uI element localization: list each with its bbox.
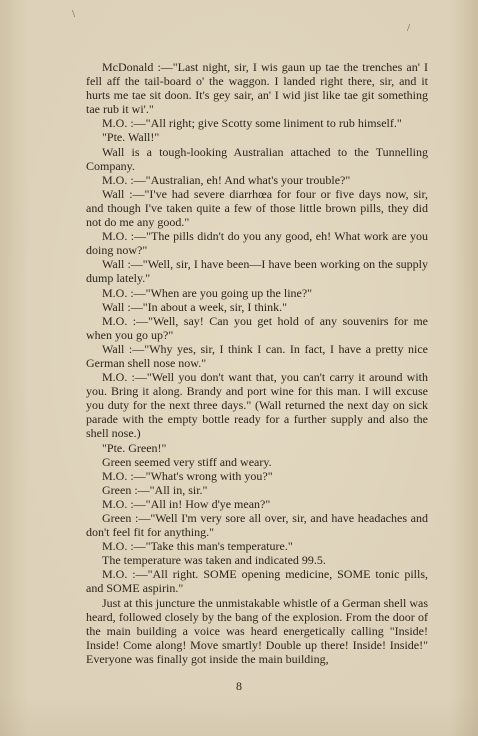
- paragraph-8: Wall :—"Well, sir, I have been—I have been working on the supply dump lately.": [86, 257, 428, 286]
- paragraph-12: Wall :—"Why yes, sir, I think I can. In fact, I have a pretty nice German shell nose now.": [86, 341, 428, 370]
- body-text: [86, 60, 428, 666]
- paragraph-18: M.O. :—"All in! How d'ye mean?": [102, 496, 271, 511]
- paragraph-5: M.O. :—"Australian, eh! And what's your trouble?": [102, 172, 351, 187]
- paragraph-3: "Pte. Wall!": [102, 130, 160, 145]
- paragraph-21: The temperature was taken and indicated 99.5.: [102, 553, 326, 568]
- paragraph-17: Green :—"All in, sir.": [102, 482, 208, 497]
- paragraph-9: M.O. :—"When are you going up the line?": [102, 285, 313, 300]
- paragraph-23: Just at this juncture the unmistakable whistle of a German shell was heard, followed closely by the bang of the explosion. From the door of the main building a voice was heard energetically calling "Inside! Inside! Come along! Move smartly! Double up there! Inside! Inside!" Everyone was finally got inside the main building,: [86, 595, 428, 666]
- paragraph-20: M.O. :—"Take this man's temperature.": [102, 539, 293, 554]
- paragraph-11: M.O. :—"Well, say! Can you get hold of any souvenirs for me when you go up?": [86, 313, 428, 342]
- paragraph-1: McDonald :—"Last night, sir, I wis gaun up tae the trenches an' I fell aff the tail-board o' the waggon. I landed right there, sir, and it hurts me tae sit doon. It's gey sair, an' I wid jist like tae git something tae rub it wi'.": [86, 60, 428, 117]
- paragraph-13: M.O. :—"Well you don't want that, you can't carry it around with you. Bring it along. Brandy and port wine for this man. I will excuse you duty for the next three days." (Wall returned the next day on sick parade with the empty bottle ready for a further supply and also the shell nose.): [86, 370, 428, 441]
- paragraph-7: M.O. :—"The pills didn't do you any good, eh! What work are you doing now?": [86, 229, 428, 258]
- pencil-mark-right: /: [407, 22, 411, 34]
- paragraph-15: Green seemed very stiff and weary.: [102, 454, 272, 469]
- paragraph-2: M.O. :—"All right; give Scotty some liniment to rub himself.": [102, 116, 402, 131]
- paragraph-16: M.O. :—"What's wrong with you?": [102, 468, 273, 483]
- paragraph-14: "Pte. Green!": [102, 440, 167, 455]
- paragraph-22: M.O. :—"All right. SOME opening medicine, SOME tonic pills, and SOME aspirin.": [86, 567, 428, 596]
- page-shading: [0, 696, 478, 736]
- paragraph-6: Wall :—"I've had severe diarrhœa for four or five days now, sir, and though I've taken quite a few of those little brown pills, they did not do me any good.": [86, 186, 428, 230]
- pencil-mark-left: \: [72, 8, 76, 20]
- paragraph-10: Wall :—"In about a week, sir, I think.": [102, 299, 287, 314]
- paragraph-4: Wall is a tough-looking Australian attached to the Tunnelling Company.: [86, 144, 428, 173]
- page-number: 8: [236, 679, 242, 693]
- paragraph-19: Green :—"Well I'm very sore all over, sir, and have headaches and don't feel fit for anything.": [86, 511, 428, 540]
